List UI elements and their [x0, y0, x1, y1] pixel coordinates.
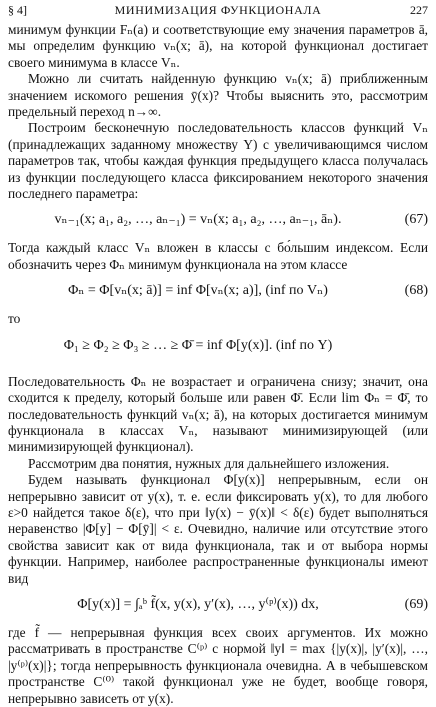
equation-formula: Φₙ = Φ[vₙ(x; ā)] = inf Φ[vₙ(x; a)], (inf по Vₙ) [68, 283, 328, 299]
equation-number: (69) [404, 596, 428, 612]
equation-formula: vₙ₋₁(x; a₁, a₂, …, aₙ₋₁) = vₙ(x; a₁, a₂, …, aₙ₋₁, āₙ). [54, 212, 342, 228]
equation-number: (68) [404, 283, 428, 299]
section-mark: § 4] [8, 3, 27, 17]
paragraph: Рассмотрим два понятия, нужных для дальнейшего изложения. [28, 455, 390, 471]
page-body [8, 22, 428, 707]
paragraph: то [8, 311, 21, 327]
running-header [8, 3, 428, 19]
equation-number: (67) [404, 212, 428, 228]
page-number: 227 [410, 3, 428, 17]
paragraph: Тогда каждый класс Vₙ вложен в классы с бо́льшим индексом. Если обозначить через Φₙ минимум функционала на этом классе [8, 240, 428, 272]
equation [8, 334, 428, 360]
equation [8, 593, 428, 619]
paragraph: минимум функции Fₙ(a) и соответствующие ему значения параметров ā, мы определим функцию vₙ(x; ā), на которой функционал достигает своего минимума в классе Vₙ. [8, 22, 428, 70]
equation [8, 208, 428, 234]
equation-formula: Φ[y(x)] = ∫ₐᵇ f̃(x, y(x), y′(x), …, y⁽ᵖ⁾(x)) dx, [77, 596, 319, 612]
paragraph: Построим бесконечную последовательность классов функций Vₙ (принадлежащих заданному множеству Y) с увеличивающимся числом параметров так, чтобы каждая функция предыдущего класса получалась из функции последующего класса фиксированием некоторого значения последнего параметра: [8, 120, 428, 202]
running-title: МИНИМИЗАЦИЯ ФУНКЦИОНАЛА [114, 3, 322, 17]
paragraph: где f̃ — непрерывная функция всех своих аргументов. Их можно рассматривать в пространстве C⁽ᵖ⁾ с нормой ‖y‖ = max {|y(x)|, |y′(x)|, …, |y⁽ᵖ⁾(x)|}; тогда непрерывность функционала очевидна. А в чебышевском пространстве C⁽⁰⁾ такой функционал уже не будет, вообще говоря, непрерывно зависеть от y(x). [8, 624, 428, 706]
paragraph: Можно ли считать найденную функцию vₙ(x; ā) приближенным значением искомого решения ȳ(x)? Чтобы выяснить это, рассмотрим предельный переход n→∞. [8, 71, 428, 120]
paragraph: Будем называть функционал Φ[y(x)] непрерывным, если он непрерывно зависит от y(x), т. е. если фиксировать y(x), то для любого ε>0 найдется такое δ(ε), что при ‖y(x) − ȳ(x)‖ < δ(ε) будет выполняться неравенство |Φ[y] − Φ[ȳ]| < ε. Очевидно, наличие или отсутствие этого свойства зависит как от вида функционала, так и от выбора нормы функции. Например, наиболее распространенные функционалы имеют вид [8, 472, 428, 586]
equation-formula: Φ₁ ≥ Φ₂ ≥ Φ₃ ≥ … ≥ Φ̄ = inf Φ[y(x)]. (inf по Y) [63, 337, 333, 353]
equation [8, 279, 428, 305]
paragraph: Последовательность Φₙ не возрастает и ограничена снизу; значит, она сходится к пределу, который больше или равен Φ̄. Если lim Φₙ = Φ̄, то последовательность функций vₙ(x; ā), на которых достигается минимум функционала в классах Vₙ, называют минимизирующей (или минимизирующей функционал). [8, 373, 428, 455]
